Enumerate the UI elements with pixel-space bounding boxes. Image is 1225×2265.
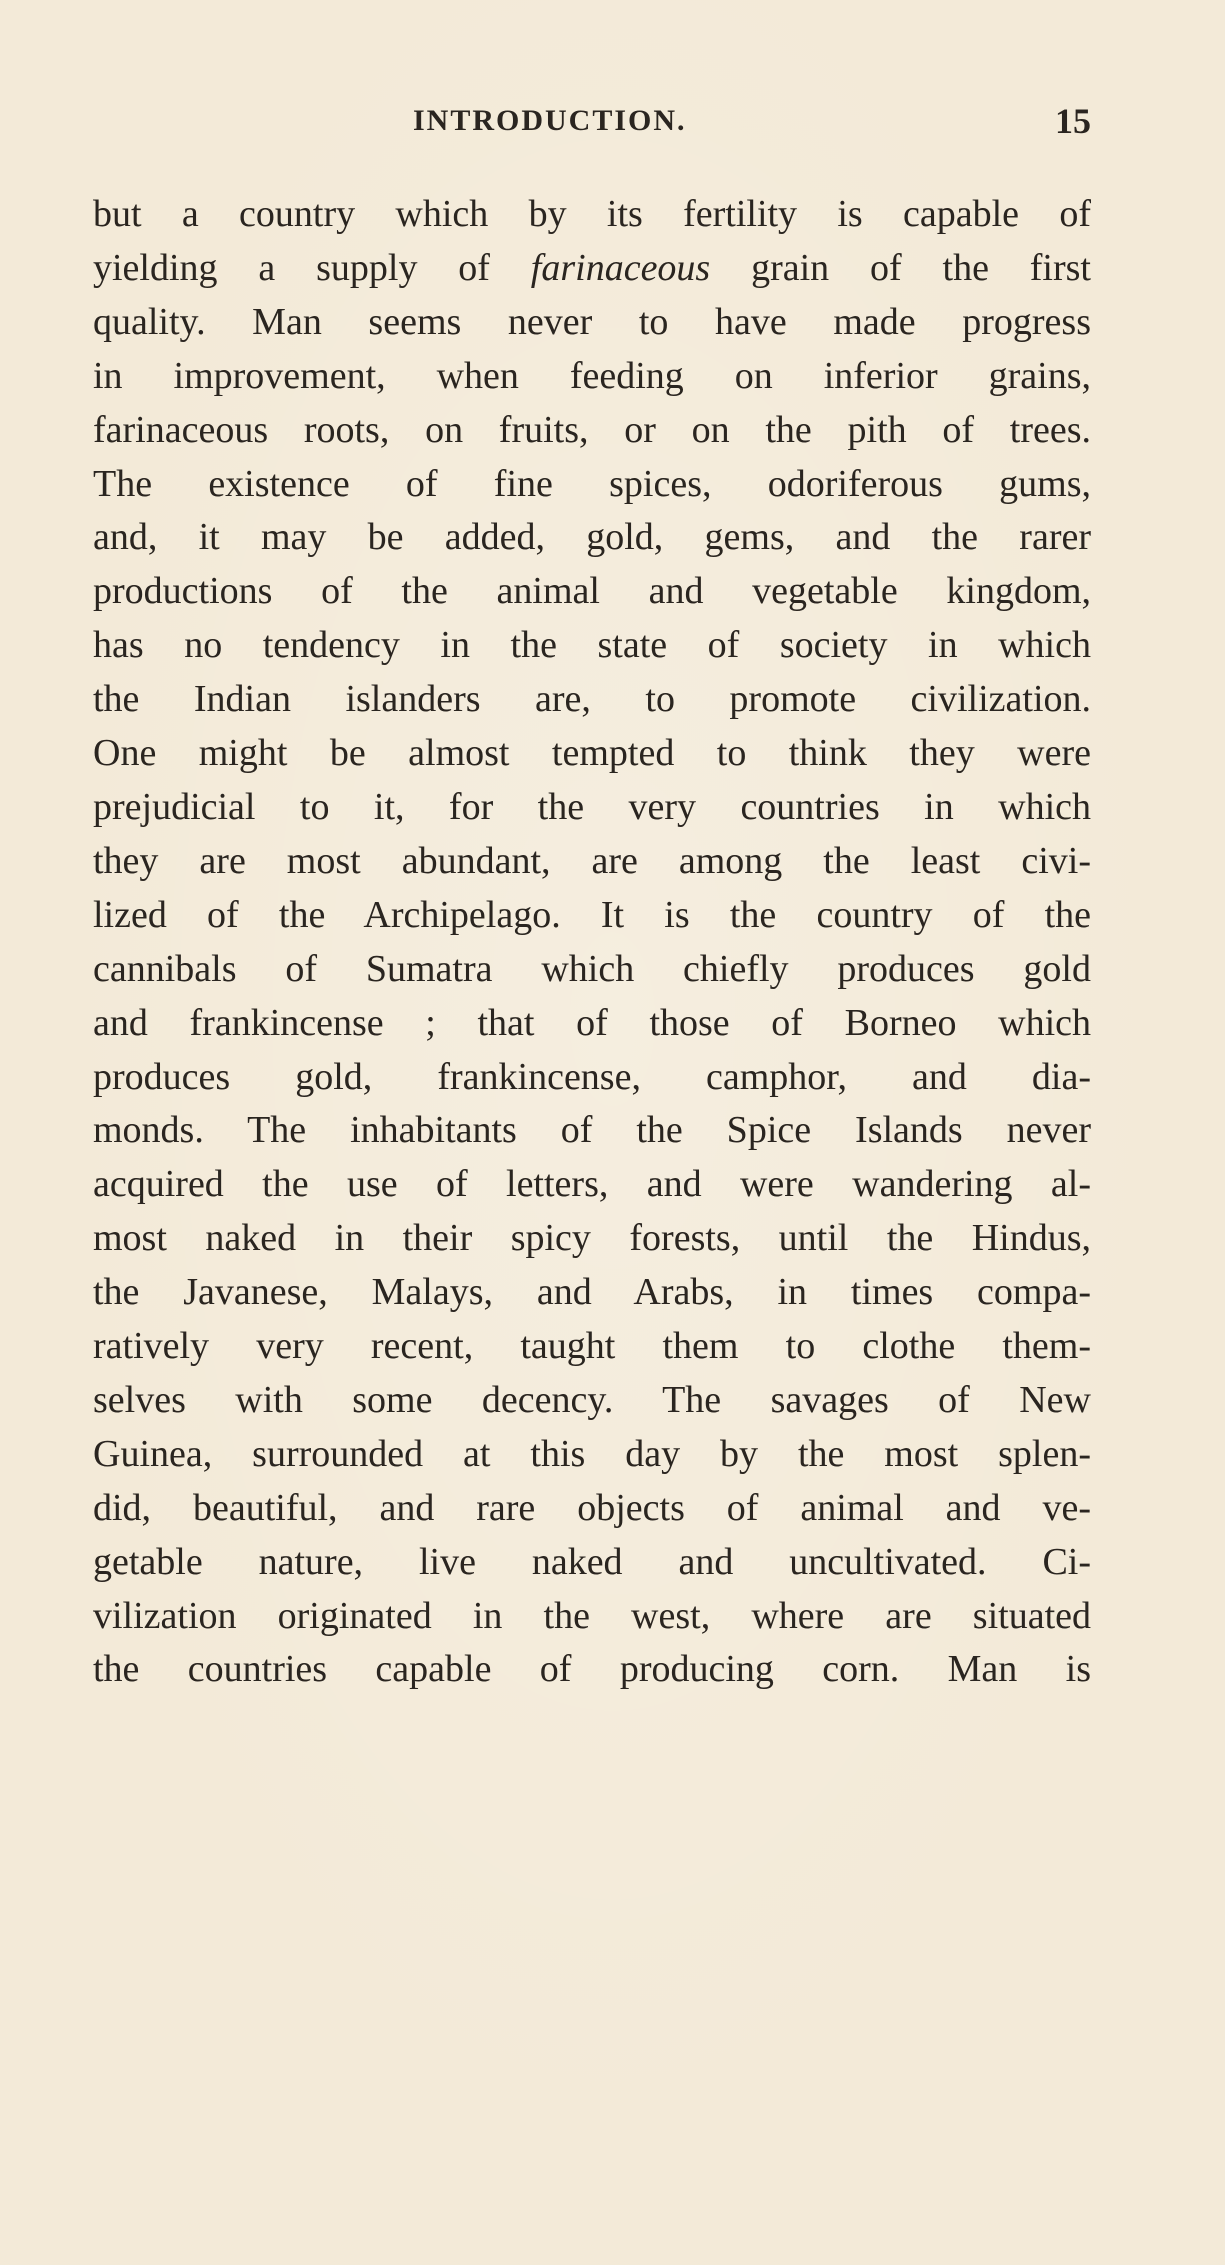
text-line: most naked in their spicy forests, until the Hindus, [93,1217,1091,1260]
text-line: monds. The inhabitants of the Spice Islands never [93,1109,1091,1152]
text-line: produces gold, frankincense, camphor, and dia- [93,1055,1091,1098]
text-line: quality. Man seems never to have made progress [93,300,1091,343]
text-line: lized of the Archipelago. It is the country of the [93,893,1091,936]
text-line: vilization originated in the west, where are situated [93,1594,1091,1637]
body-text [93,188,1091,1697]
text-line: cannibals of Sumatra which chiefly produces gold [93,947,1091,990]
text-line: in improvement, when feeding on inferior grains, [93,354,1091,397]
text-line: but a country which by its fertility is capable of [93,193,1091,235]
italic-term: farinaceous [530,246,711,289]
text-line: they are most abundant, are among the least civi- [93,839,1091,882]
page-header [93,101,1091,164]
text-line: getable nature, live naked and uncultivated. Ci- [93,1540,1091,1583]
running-head: INTRODUCTION. [413,104,687,137]
text-line: One might be almost tempted to think they were [93,732,1091,775]
text-line: acquired the use of letters, and were wandering al- [93,1163,1091,1206]
text-line: Guinea, surrounded at this day by the most splen- [93,1432,1091,1475]
text-line: the Javanese, Malays, and Arabs, in times compa- [93,1271,1091,1314]
text-line: and, it may be added, gold, gems, and the rarer [93,516,1091,559]
text-line: and frankincense ; that of those of Borneo which [93,1001,1091,1044]
text-line: selves with some decency. The savages of New [93,1378,1091,1421]
text-line: the countries capable of producing corn. Man is [93,1648,1091,1691]
text-segment: grain of the first [710,246,1091,289]
text-line: prejudicial to it, for the very countries in which [93,785,1091,828]
text-line: ratively very recent, taught them to clothe them- [93,1325,1091,1368]
text-segment: yielding a supply of [93,246,531,289]
text-line: productions of the animal and vegetable kingdom, [93,570,1091,613]
text-line: farinaceous roots, on fruits, or on the pith of trees. [93,408,1091,451]
page-number: 15 [1055,101,1091,141]
text-line: The existence of fine spices, odoriferous gums, [93,462,1091,505]
text-line [93,242,1091,296]
text-line: has no tendency in the state of society in which [93,624,1091,667]
text-line: did, beautiful, and rare objects of animal and ve- [93,1486,1091,1529]
text-line: the Indian islanders are, to promote civilization. [93,678,1091,721]
